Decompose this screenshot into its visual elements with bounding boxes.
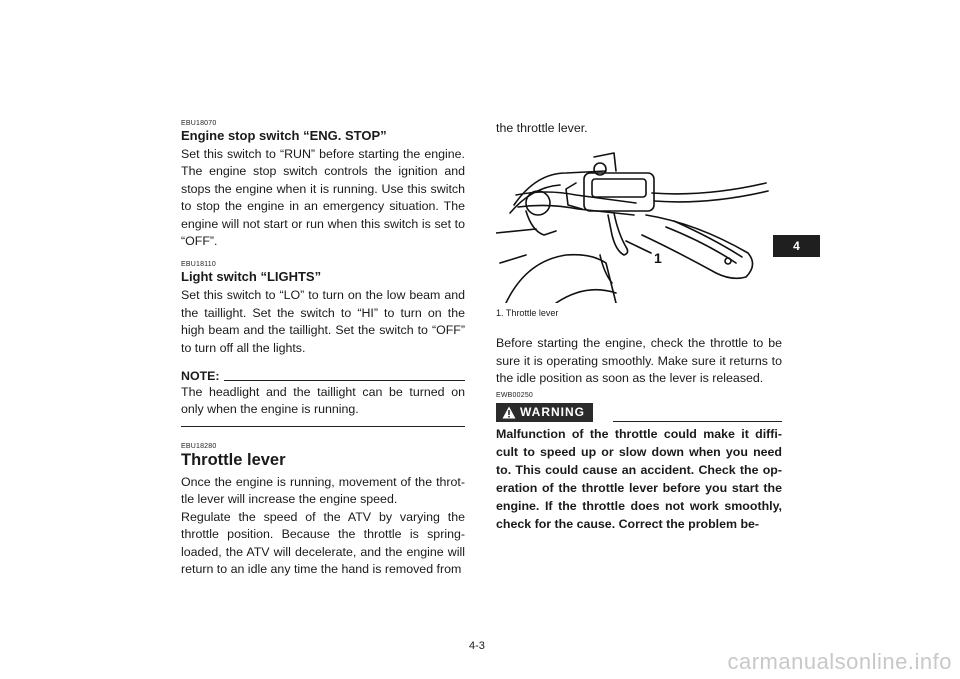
- watermark: carmanualsonline.info: [727, 649, 952, 674]
- warning-label: WARNING: [520, 405, 585, 420]
- section-code: EBU18280: [181, 442, 217, 450]
- warning-code: EWB00250: [496, 391, 534, 399]
- note-label: NOTE:: [181, 369, 220, 384]
- note-divider: [224, 380, 465, 381]
- right-column: [496, 120, 782, 533]
- left-column: [181, 120, 465, 578]
- note-box: [181, 368, 465, 427]
- throttle-body-2: Regulate the speed of the ATV by varying the throttle position. Because the throttle is spring-loaded, the ATV will decelerate, and the engine will return to an idle any time the hand is removed from: [181, 509, 465, 576]
- throttle-check-text: Before starting the engine, check the throttle to be sure it is operating smoothly. Make sure it returns to the idle position as soon as the lever is released.: [496, 336, 782, 386]
- warning-divider: [613, 421, 782, 422]
- warning-triangle-icon: [502, 406, 516, 419]
- engine-stop-section: [181, 120, 465, 250]
- page-number: 4-3: [469, 640, 485, 652]
- handlebar-illustration: [496, 143, 782, 303]
- warning-badge: [496, 403, 593, 422]
- continuation-text: the throttle lever.: [496, 121, 588, 135]
- figure-callout-1: 1: [654, 250, 662, 267]
- section-code: EBU18110: [181, 261, 216, 269]
- throttle-body-1: Once the engine is running, movement of the throt-tle lever will increase the engine speed.: [181, 474, 465, 507]
- note-body: The headlight and the taillight can be turned on only when the engine is running.: [181, 385, 465, 417]
- figure-caption: 1. Throttle lever: [496, 308, 559, 319]
- throttle-lever-figure: [496, 143, 782, 303]
- note-end-rule: [181, 426, 465, 427]
- engine-stop-heading: Engine stop switch “ENG. STOP”: [181, 128, 387, 143]
- warning-box: [496, 392, 782, 533]
- chapter-tab: 4: [773, 235, 820, 257]
- throttle-heading: Throttle lever: [181, 450, 286, 469]
- light-switch-body: Set this switch to “LO” to turn on the low beam and the taillight. Set the switch to “HI” to turn on the high beam and the taillight. Set the switch to “OFF” to turn off all the lights.: [181, 288, 465, 355]
- warning-body: Malfunction of the throttle could make it diffi-cult to speed up or slow down when you need to. This could cause an accident. Check the op-eration of the throttle lever before you start the engine. If the throttle does not work smoothly, check for the cause. Correct the problem be-: [496, 426, 782, 531]
- engine-stop-body: Set this switch to “RUN” before starting the engine. The engine stop switch controls the ignition and stops the engine when it is running. Use this switch to stop the engine in an emergency situation. The engine will not start or run when this switch is set to “OFF”.: [181, 147, 465, 249]
- light-switch-heading: Light switch “LIGHTS”: [181, 269, 322, 285]
- section-code: EBU18070: [181, 120, 217, 127]
- throttle-section: [181, 443, 465, 578]
- light-switch-section: [181, 261, 465, 357]
